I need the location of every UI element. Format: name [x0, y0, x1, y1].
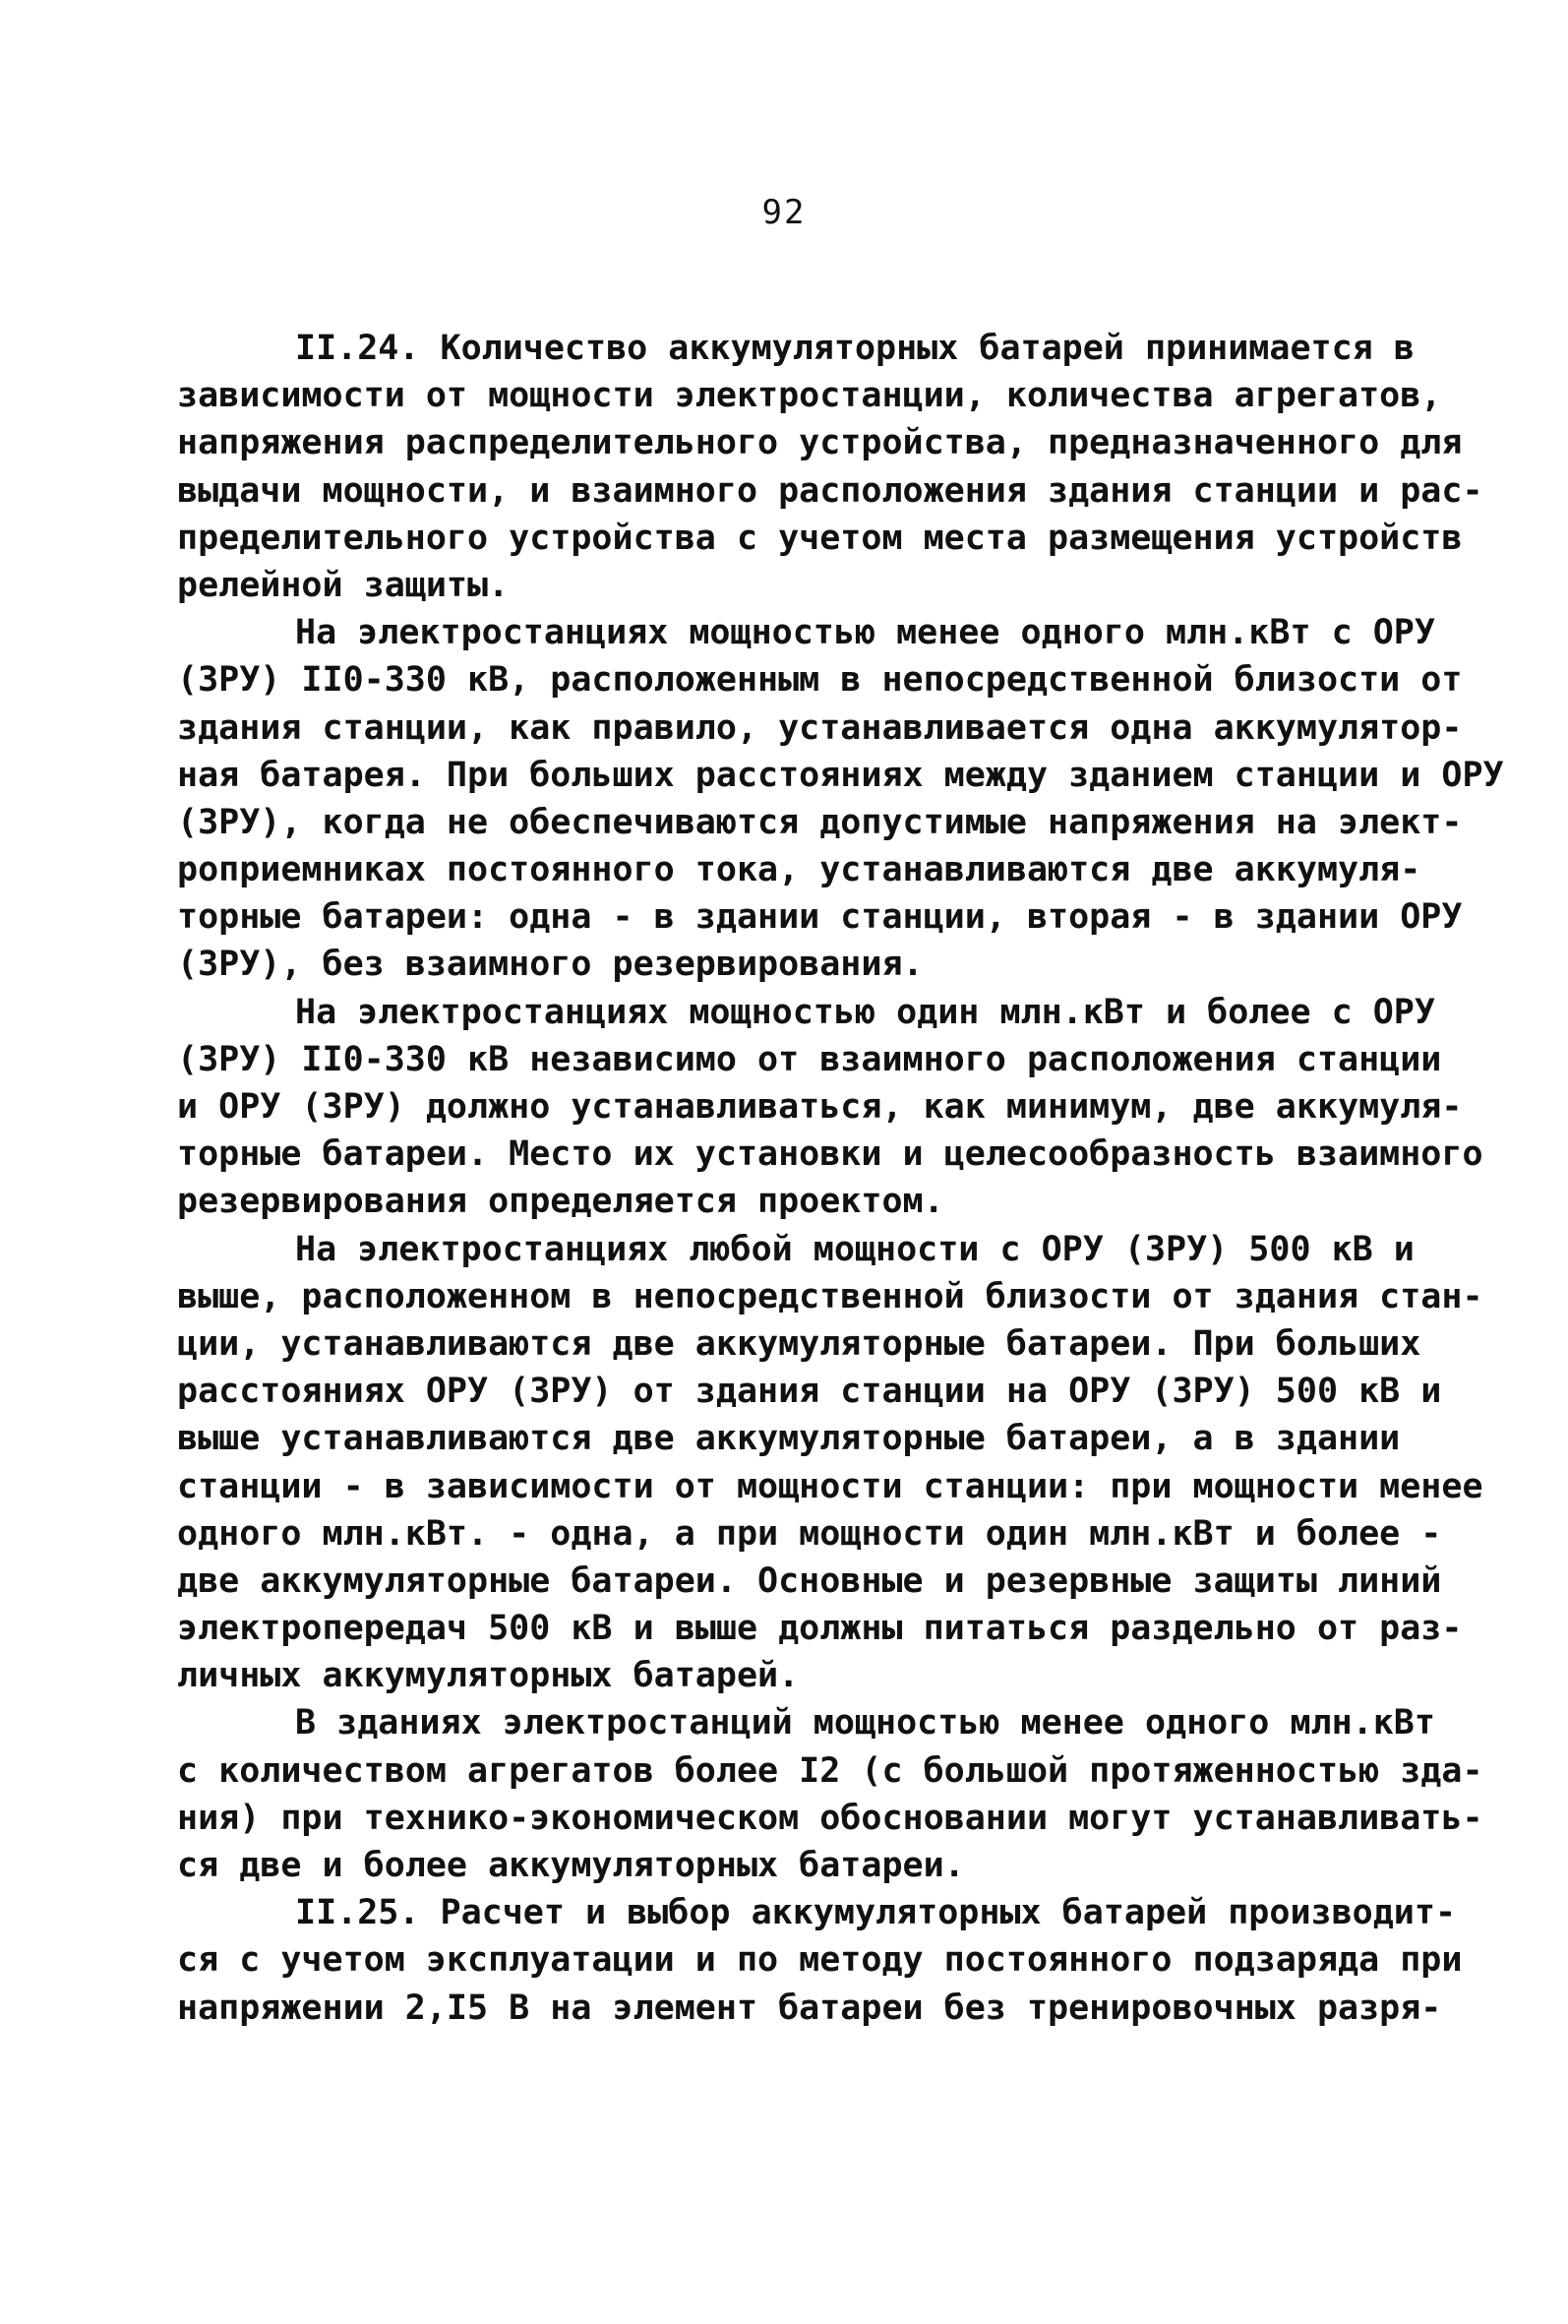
text-line: пределительного устройства с учетом места размещения устройств: [177, 518, 1463, 558]
paragraph-small-stations: [177, 609, 1504, 989]
body-text: [177, 325, 1504, 2032]
text-line: резервирования определяется проектом.: [177, 1182, 944, 1222]
text-line: релейной защиты.: [177, 565, 510, 605]
text-line: ная батарея. При больших расстояниях между зданием станции и ОРУ: [177, 755, 1504, 795]
page-number: 92: [761, 193, 807, 232]
text-line: станции - в зависимости от мощности станции: при мощности менее: [177, 1466, 1483, 1506]
text-line: личных аккумуляторных батарей.: [177, 1656, 800, 1696]
text-line: зависимости от мощности электростанции, количества агрегатов,: [177, 376, 1442, 416]
text-line: ния) при технико-экономическом обосновании могут устанавливать-: [177, 1798, 1483, 1838]
text-line: электропередач 500 кВ и выше должны питаться раздельно от раз-: [177, 1609, 1463, 1649]
text-line: (ЗРУ) II0-330 кВ независимо от взаимного расположения станции: [177, 1039, 1442, 1079]
text-line: расстояниях ОРУ (ЗРУ) от здания станции на ОРУ (ЗРУ) 500 кВ и: [177, 1372, 1442, 1412]
text-line: здания станции, как правило, устанавливается одна аккумулятор-: [177, 707, 1463, 748]
paragraph-many-units: [177, 1699, 1483, 1889]
text-line: В зданиях электростанций мощностью менее одного млн.кВт: [295, 1703, 1435, 1743]
text-line: II.24. Количество аккумуляторных батарей принимается в: [295, 329, 1415, 368]
paragraph-11-24: [177, 325, 1483, 609]
text-line: На электростанциях любой мощности с ОРУ (ЗРУ) 500 кВ и: [295, 1229, 1415, 1269]
text-line: (ЗРУ), без взаимного резервирования.: [177, 945, 924, 985]
paragraph-11-25: [177, 1889, 1463, 2032]
text-line: роприемниках постоянного тока, устанавливаются две аккумуля-: [177, 850, 1421, 890]
text-line: с количеством агрегатов более I2 (с большой протяженностью зда-: [177, 1750, 1483, 1791]
text-line: ся две и более аккумуляторных батареи.: [177, 1846, 965, 1885]
text-line: напряжения распределительного устройства, предназначенного для: [177, 423, 1463, 463]
paragraph-500kv: [177, 1226, 1483, 1700]
text-line: торные батареи: одна - в здании станции, вторая - в здании ОРУ: [177, 897, 1463, 938]
text-line: На электростанциях мощностью менее одного млн.кВт с ОРУ: [295, 613, 1435, 653]
text-line: две аккумуляторные батареи. Основные и резервные защиты линий: [177, 1560, 1442, 1601]
text-line: и ОРУ (ЗРУ) должно устанавливаться, как минимум, две аккумуля-: [177, 1087, 1463, 1127]
text-line: ся с учетом эксплуатации и по методу постоянного подзаряда при: [177, 1940, 1463, 1981]
text-line: одного млн.кВт. - одна, а при мощности один млн.кВт и более -: [177, 1513, 1442, 1554]
paragraph-large-stations: [177, 989, 1483, 1226]
text-line: (ЗРУ) II0-330 кВ, расположенным в непосредственной близости от: [177, 660, 1463, 701]
text-line: (ЗРУ), когда не обеспечиваются допустимые напряжения на элект-: [177, 802, 1463, 842]
text-line: ции, устанавливаются две аккумуляторные батареи. При больших: [177, 1323, 1421, 1364]
text-line: II.25. Расчет и выбор аккумуляторных батарей производит-: [295, 1893, 1457, 1933]
text-line: выдачи мощности, и взаимного расположения здания станции и рас-: [177, 470, 1483, 511]
text-line: выше устанавливаются две аккумуляторные батареи, а в здании: [177, 1419, 1401, 1459]
text-line: На электростанциях мощностью один млн.кВт и более с ОРУ: [295, 992, 1435, 1032]
text-line: напряжении 2,I5 В на элемент батареи без тренировочных разря-: [177, 1988, 1442, 2028]
text-line: выше, расположенном в непосредственной близости от здания стан-: [177, 1276, 1483, 1316]
text-line: торные батареи. Место их установки и целесообразность взаимного: [177, 1134, 1483, 1175]
